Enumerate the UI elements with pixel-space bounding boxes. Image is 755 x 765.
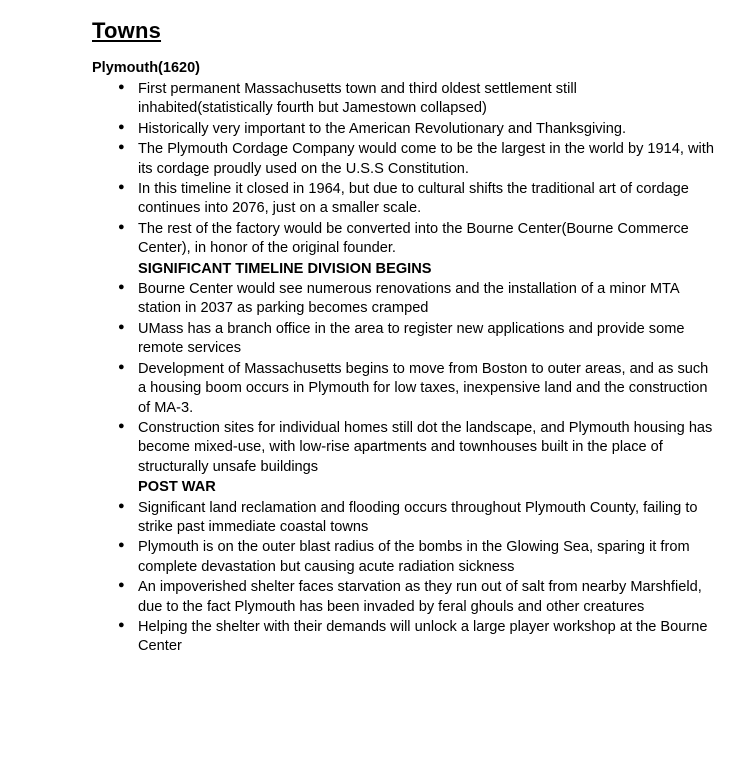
- list-item: ● In this timeline it closed in 1964, but due to cultural shifts the traditional art of cordage continues into 2076, just on a smaller scale.: [92, 180, 715, 219]
- list-item: ● An impoverished shelter faces starvation as they run out of salt from nearby Marshfield, due to the fact Plymouth has been invaded by feral ghouls and other creatures: [92, 578, 715, 617]
- list-item: ● Significant land reclamation and flooding occurs throughout Plymouth County, failing to strike past immediate coastal towns: [92, 499, 715, 538]
- list-subheading: SIGNIFICANT TIMELINE DIVISION BEGINS: [138, 260, 432, 277]
- list-item: ● Bourne Center would see numerous renovations and the installation of a minor MTA station in 2037 as parking becomes cramped: [92, 280, 715, 319]
- list-item: ● The rest of the factory would be converted into the Bourne Center(Bourne Commerce Center), in honor of the original founder.: [92, 220, 715, 259]
- list-item: ● Historically very important to the American Revolutionary and Thanksgiving.: [92, 120, 715, 139]
- list-item: ● The Plymouth Cordage Company would come to be the largest in the world by 1914, with its cordage proudly used on the U.S.S Constitution.: [92, 140, 715, 179]
- bullet-list: [92, 80, 715, 657]
- section-heading: Plymouth(1620): [92, 60, 200, 76]
- list-item: ● Development of Massachusetts begins to move from Boston to outer areas, and as such a housing boom occurs in Plymouth for low taxes, inexpensive land and the construction of MA-3.: [92, 360, 715, 418]
- list-item: ● UMass has a branch office in the area to register new applications and provide some remote services: [92, 320, 715, 359]
- page-title: Towns: [92, 18, 162, 43]
- list-item: ● First permanent Massachusetts town and third oldest settlement still inhabited(statistically fourth but Jamestown collapsed): [92, 80, 715, 119]
- list-item: ● Helping the shelter with their demands will unlock a large player workshop at the Bourne Center: [92, 618, 715, 657]
- list-item: ● Plymouth is on the outer blast radius of the bombs in the Glowing Sea, sparing it from complete devastation but causing acute radiation sickness: [92, 538, 715, 577]
- list-subheading: POST WAR: [138, 479, 216, 496]
- list-item: ● Construction sites for individual homes still dot the landscape, and Plymouth housing has become mixed-use, with low-rise apartments and townhouses built in the place of structurally unsafe buildings: [92, 419, 715, 477]
